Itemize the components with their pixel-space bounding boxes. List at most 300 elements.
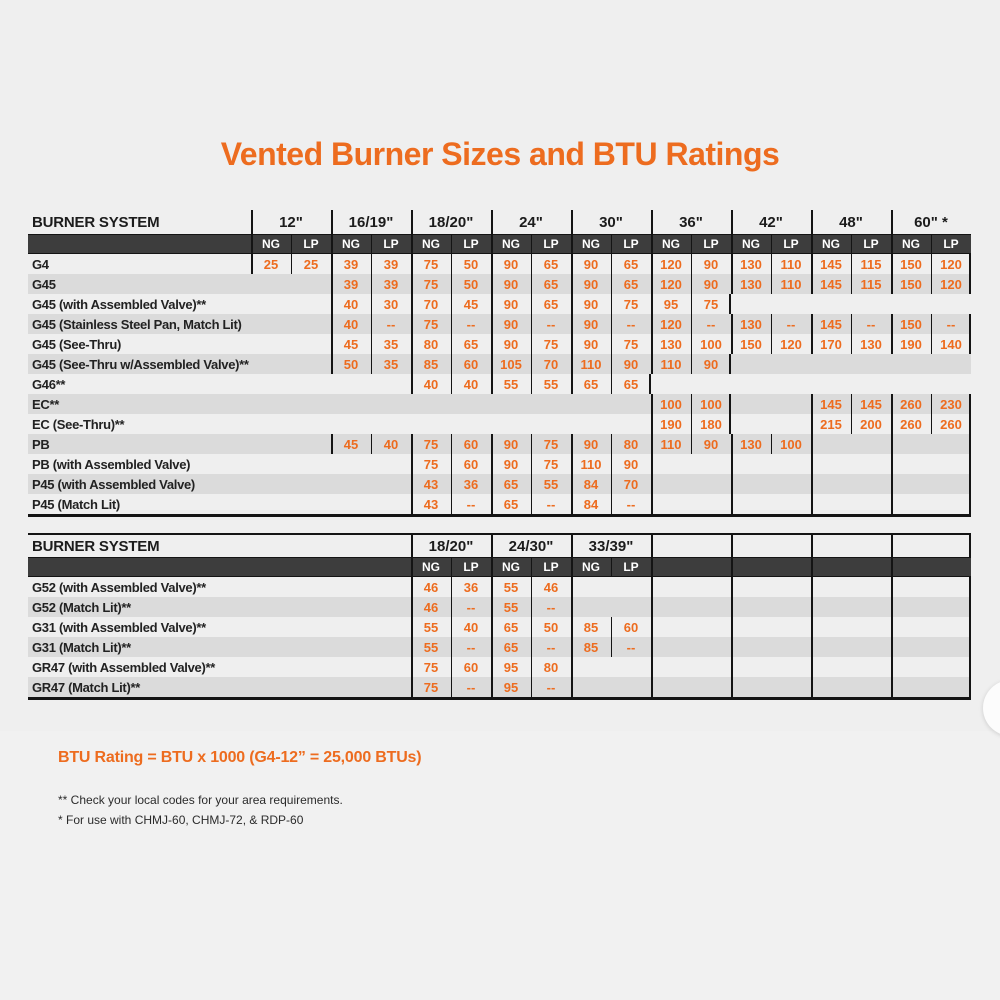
gas-header-ng <box>651 558 691 576</box>
gas-header-ng: NG <box>571 558 611 576</box>
btu-value-lp: 100 <box>771 434 811 454</box>
gas-header-ng: NG <box>891 235 931 253</box>
btu-value-lp <box>851 434 891 454</box>
btu-value-ng: 75 <box>411 454 451 474</box>
table-row <box>28 494 971 514</box>
btu-value-lp: 60 <box>451 434 491 454</box>
btu-value-lp: 65 <box>531 254 571 274</box>
table-row <box>28 454 971 474</box>
floating-button-partial[interactable] <box>983 680 1000 736</box>
size-header <box>891 535 971 557</box>
btu-value-ng <box>251 454 291 474</box>
btu-value-ng <box>811 474 851 494</box>
size-header: 48" <box>811 210 891 234</box>
btu-value-ng: 145 <box>811 254 851 274</box>
btu-value-ng: 75 <box>411 314 451 334</box>
btu-value-lp: 50 <box>451 274 491 294</box>
btu-value-lp <box>931 637 971 657</box>
btu-value-lp: 75 <box>611 294 651 314</box>
btu-value-ng: 90 <box>491 254 531 274</box>
btu-value-lp <box>691 577 731 597</box>
btu-value-ng <box>651 677 691 697</box>
btu-value-lp <box>371 454 411 474</box>
btu-value-ng <box>731 637 771 657</box>
btu-value-lp: 40 <box>371 434 411 454</box>
btu-value-lp <box>931 294 971 314</box>
btu-value-lp <box>851 354 891 374</box>
gas-header-lp <box>851 558 891 576</box>
btu-value-ng: 145 <box>811 394 851 414</box>
btu-value-ng <box>331 474 371 494</box>
btu-value-lp: 140 <box>931 334 971 354</box>
burner-system-header: BURNER SYSTEM <box>32 537 160 555</box>
btu-value-ng: 90 <box>571 274 611 294</box>
size-header: 18/20" <box>411 210 491 234</box>
size-header: 24/30" <box>491 535 571 557</box>
btu-value-ng <box>811 434 851 454</box>
gas-header-ng <box>811 558 851 576</box>
btu-value-ng <box>891 474 931 494</box>
btu-rating-note: BTU Rating = BTU x 1000 (G4-12” = 25,000 BTUs) <box>58 749 422 766</box>
btu-value-ng <box>651 657 691 677</box>
btu-value-lp <box>771 414 811 434</box>
btu-value-ng <box>651 374 691 394</box>
btu-value-ng: 145 <box>811 274 851 294</box>
btu-value-lp: -- <box>531 637 571 657</box>
btu-value-lp <box>291 294 331 314</box>
btu-value-lp: -- <box>531 677 571 697</box>
band-spacer <box>28 558 411 576</box>
btu-value-ng: 43 <box>411 494 451 514</box>
btu-value-ng: 95 <box>651 294 691 314</box>
table-row <box>28 434 971 454</box>
row-label: P45 (Match Lit) <box>32 496 120 512</box>
btu-value-lp: 36 <box>451 474 491 494</box>
btu-value-ng: 55 <box>411 637 451 657</box>
btu-value-ng: 130 <box>731 434 771 454</box>
btu-value-ng <box>411 414 451 434</box>
btu-value-ng: 95 <box>491 657 531 677</box>
btu-value-ng: 55 <box>491 597 531 617</box>
table-row <box>28 274 971 294</box>
btu-value-lp: 75 <box>611 334 651 354</box>
btu-value-lp: 65 <box>611 274 651 294</box>
size-header: 42" <box>731 210 811 234</box>
btu-value-ng <box>731 374 771 394</box>
btu-value-lp <box>611 577 651 597</box>
btu-value-lp: 110 <box>771 254 811 274</box>
btu-value-lp <box>931 354 971 374</box>
size-header <box>811 535 891 557</box>
btu-value-ng <box>731 494 771 514</box>
table-row <box>28 394 971 414</box>
btu-value-ng <box>571 677 611 697</box>
btu-value-lp: 50 <box>451 254 491 274</box>
btu-value-lp: -- <box>931 314 971 334</box>
gas-header-ng <box>731 558 771 576</box>
btu-value-ng <box>731 414 771 434</box>
btu-value-lp <box>371 414 411 434</box>
btu-value-lp <box>291 474 331 494</box>
gas-header-lp: LP <box>451 235 491 253</box>
btu-value-ng <box>731 597 771 617</box>
btu-value-ng: 75 <box>411 677 451 697</box>
btu-value-lp <box>691 617 731 637</box>
btu-value-ng: 90 <box>571 294 611 314</box>
row-label: G31 (with Assembled Valve)** <box>32 619 206 635</box>
btu-value-lp <box>371 394 411 414</box>
btu-value-ng <box>731 577 771 597</box>
btu-value-lp: 230 <box>931 394 971 414</box>
table-row <box>28 354 971 374</box>
btu-value-lp <box>931 617 971 637</box>
btu-value-lp: 65 <box>611 254 651 274</box>
btu-value-lp <box>771 354 811 374</box>
gas-header-lp: LP <box>291 235 331 253</box>
btu-value-ng <box>331 454 371 474</box>
row-label: G45 (See-Thru) <box>32 336 121 352</box>
btu-value-lp: 70 <box>611 474 651 494</box>
btu-value-ng: 40 <box>411 374 451 394</box>
gas-header-ng: NG <box>251 235 291 253</box>
btu-value-ng <box>251 434 291 454</box>
btu-value-lp <box>771 637 811 657</box>
row-label: P45 (with Assembled Valve) <box>32 476 195 492</box>
btu-value-ng: 39 <box>331 254 371 274</box>
gas-header-lp: LP <box>371 235 411 253</box>
vented-burner-table-secondary <box>28 533 971 700</box>
row-label: GR47 (Match Lit)** <box>32 679 141 695</box>
btu-value-lp: 90 <box>691 354 731 374</box>
btu-value-lp <box>931 474 971 494</box>
btu-value-lp <box>691 597 731 617</box>
btu-value-lp: 65 <box>451 334 491 354</box>
table-row <box>28 657 971 677</box>
btu-value-lp: 75 <box>531 434 571 454</box>
gas-header-lp: LP <box>851 235 891 253</box>
size-header: 18/20" <box>411 535 491 557</box>
btu-value-ng <box>651 494 691 514</box>
btu-value-lp <box>691 494 731 514</box>
btu-value-lp <box>771 577 811 597</box>
btu-value-lp <box>931 677 971 697</box>
btu-value-lp <box>771 374 811 394</box>
page-title: Vented Burner Sizes and BTU Ratings <box>220 136 780 172</box>
btu-value-lp <box>771 394 811 414</box>
btu-value-ng: 110 <box>651 434 691 454</box>
btu-value-ng: 150 <box>731 334 771 354</box>
btu-value-lp <box>771 617 811 637</box>
btu-value-lp: -- <box>851 314 891 334</box>
btu-value-lp: 120 <box>931 274 971 294</box>
gas-header-ng: NG <box>411 235 451 253</box>
btu-value-lp <box>291 374 331 394</box>
btu-value-lp <box>291 414 331 434</box>
size-header: 12" <box>251 210 331 234</box>
row-label: G31 (Match Lit)** <box>32 639 131 655</box>
btu-value-ng: 65 <box>491 637 531 657</box>
gas-header-ng: NG <box>571 235 611 253</box>
btu-value-ng <box>811 577 851 597</box>
btu-value-lp: 75 <box>691 294 731 314</box>
btu-value-ng <box>891 454 931 474</box>
btu-value-ng: 190 <box>891 334 931 354</box>
btu-value-ng: 90 <box>571 314 611 334</box>
btu-value-lp: 115 <box>851 274 891 294</box>
gas-header-ng: NG <box>491 558 531 576</box>
btu-value-lp: 90 <box>691 254 731 274</box>
gas-header-lp: LP <box>531 235 571 253</box>
btu-value-ng: 65 <box>491 494 531 514</box>
table-bottom-border <box>28 697 971 700</box>
footnote-for-use-with: * For use with CHMJ-60, CHMJ-72, & RDP-60 <box>58 813 304 827</box>
table-row <box>28 414 971 434</box>
btu-value-lp: 60 <box>451 454 491 474</box>
btu-value-lp <box>691 637 731 657</box>
btu-value-ng: 40 <box>331 314 371 334</box>
vented-burner-table-primary <box>28 210 971 517</box>
btu-value-lp <box>851 494 891 514</box>
btu-value-lp: -- <box>451 314 491 334</box>
btu-value-lp <box>371 474 411 494</box>
btu-value-ng <box>731 657 771 677</box>
btu-value-lp <box>851 657 891 677</box>
btu-value-ng <box>251 474 291 494</box>
btu-value-ng: 170 <box>811 334 851 354</box>
btu-value-ng <box>891 637 931 657</box>
btu-value-ng <box>811 374 851 394</box>
btu-value-ng <box>251 334 291 354</box>
btu-value-lp <box>931 374 971 394</box>
btu-value-ng: 85 <box>571 637 611 657</box>
btu-value-ng: 110 <box>651 354 691 374</box>
row-label: EC (See-Thru)** <box>32 416 125 432</box>
btu-value-ng: 260 <box>891 414 931 434</box>
btu-value-lp: 100 <box>691 394 731 414</box>
btu-value-ng <box>891 597 931 617</box>
btu-value-lp <box>851 597 891 617</box>
btu-value-lp <box>771 494 811 514</box>
row-label: G45 (See-Thru w/Assembled Valve)** <box>32 356 249 372</box>
gas-header-lp: LP <box>931 235 971 253</box>
gas-header-lp: LP <box>611 558 651 576</box>
btu-value-ng <box>651 617 691 637</box>
btu-value-lp: 45 <box>451 294 491 314</box>
btu-value-ng: 130 <box>651 334 691 354</box>
btu-value-lp: 65 <box>531 274 571 294</box>
btu-value-lp <box>691 454 731 474</box>
btu-value-ng: 90 <box>571 254 611 274</box>
btu-value-ng <box>571 394 611 414</box>
btu-value-ng <box>251 494 291 514</box>
gas-type-band <box>28 557 971 577</box>
gas-header-ng: NG <box>651 235 691 253</box>
btu-value-lp: 55 <box>531 474 571 494</box>
btu-value-ng: 46 <box>411 577 451 597</box>
btu-value-ng <box>651 474 691 494</box>
btu-value-ng <box>731 454 771 474</box>
btu-value-ng: 120 <box>651 254 691 274</box>
btu-value-lp: 70 <box>531 354 571 374</box>
btu-value-ng <box>251 274 291 294</box>
btu-value-lp: 120 <box>931 254 971 274</box>
btu-value-ng <box>251 414 291 434</box>
btu-value-lp: 130 <box>851 334 891 354</box>
btu-value-lp <box>371 374 411 394</box>
btu-value-lp <box>611 657 651 677</box>
table-row <box>28 677 971 697</box>
btu-value-lp: 120 <box>771 334 811 354</box>
row-label: G46** <box>32 376 66 392</box>
gas-header-lp <box>771 558 811 576</box>
size-header <box>731 535 811 557</box>
btu-value-lp <box>291 454 331 474</box>
btu-value-lp: 35 <box>371 334 411 354</box>
btu-value-lp: 60 <box>451 657 491 677</box>
btu-value-ng <box>811 657 851 677</box>
btu-value-lp <box>771 454 811 474</box>
row-label: G45 (with Assembled Valve)** <box>32 296 206 312</box>
btu-value-lp: 115 <box>851 254 891 274</box>
gas-header-lp <box>691 558 731 576</box>
btu-value-lp <box>531 414 571 434</box>
btu-value-lp <box>451 414 491 434</box>
btu-value-ng: 65 <box>491 474 531 494</box>
btu-value-ng <box>251 294 291 314</box>
btu-value-lp: -- <box>531 314 571 334</box>
btu-value-ng <box>811 494 851 514</box>
gas-header-lp: LP <box>451 558 491 576</box>
btu-value-lp <box>931 434 971 454</box>
btu-value-ng: 65 <box>491 617 531 637</box>
btu-value-lp <box>771 474 811 494</box>
btu-value-lp <box>291 334 331 354</box>
btu-value-ng <box>331 394 371 414</box>
btu-value-ng: 55 <box>491 374 531 394</box>
btu-value-ng: 145 <box>811 314 851 334</box>
btu-value-ng <box>651 577 691 597</box>
row-label: G45 <box>32 276 56 292</box>
btu-value-lp: 90 <box>611 454 651 474</box>
row-label: GR47 (with Assembled Valve)** <box>32 659 215 675</box>
btu-value-lp <box>851 454 891 474</box>
btu-value-ng: 90 <box>571 334 611 354</box>
btu-value-ng: 120 <box>651 314 691 334</box>
btu-value-ng: 25 <box>251 254 291 274</box>
btu-value-lp: 30 <box>371 294 411 314</box>
btu-value-lp: 110 <box>771 274 811 294</box>
btu-value-lp <box>691 474 731 494</box>
btu-value-lp: 100 <box>691 334 731 354</box>
btu-value-ng <box>891 577 931 597</box>
btu-value-lp: -- <box>451 637 491 657</box>
btu-value-ng <box>731 394 771 414</box>
table-header-row <box>28 535 971 557</box>
btu-value-ng <box>251 374 291 394</box>
btu-value-lp <box>291 394 331 414</box>
btu-value-ng: 39 <box>331 274 371 294</box>
btu-value-ng: 80 <box>411 334 451 354</box>
btu-value-lp <box>371 494 411 514</box>
btu-value-ng <box>731 677 771 697</box>
btu-value-ng: 105 <box>491 354 531 374</box>
btu-value-lp <box>931 597 971 617</box>
btu-value-lp: 50 <box>531 617 571 637</box>
btu-value-ng <box>731 617 771 637</box>
btu-value-lp <box>851 677 891 697</box>
size-header: 36" <box>651 210 731 234</box>
btu-value-ng <box>251 354 291 374</box>
btu-value-ng: 55 <box>411 617 451 637</box>
gas-header-ng: NG <box>731 235 771 253</box>
burner-system-header: BURNER SYSTEM <box>32 213 160 231</box>
btu-value-lp <box>931 454 971 474</box>
btu-value-ng: 130 <box>731 274 771 294</box>
size-header <box>651 535 731 557</box>
row-label: PB (with Assembled Valve) <box>32 456 191 472</box>
btu-value-ng: 120 <box>651 274 691 294</box>
btu-value-ng <box>491 414 531 434</box>
btu-value-ng: 150 <box>891 274 931 294</box>
btu-value-ng: 75 <box>411 434 451 454</box>
btu-value-ng: 85 <box>411 354 451 374</box>
gas-type-band <box>28 234 971 254</box>
btu-value-ng: 84 <box>571 474 611 494</box>
btu-value-ng: 75 <box>411 254 451 274</box>
btu-value-lp: 36 <box>451 577 491 597</box>
btu-value-lp <box>771 597 811 617</box>
btu-value-ng: 84 <box>571 494 611 514</box>
btu-value-lp <box>291 434 331 454</box>
btu-value-lp <box>771 657 811 677</box>
btu-value-ng: 40 <box>331 294 371 314</box>
btu-value-lp: -- <box>691 314 731 334</box>
btu-value-lp <box>291 314 331 334</box>
btu-value-ng: 100 <box>651 394 691 414</box>
table-row <box>28 617 971 637</box>
table-row <box>28 597 971 617</box>
btu-value-ng: 90 <box>491 434 531 454</box>
btu-value-lp <box>851 617 891 637</box>
btu-value-lp: -- <box>371 314 411 334</box>
btu-value-lp: -- <box>611 637 651 657</box>
btu-value-ng: 130 <box>731 314 771 334</box>
row-label: EC** <box>32 396 59 412</box>
size-header: 33/39" <box>571 535 651 557</box>
btu-value-ng: 55 <box>491 577 531 597</box>
btu-value-ng <box>891 434 931 454</box>
btu-value-ng: 45 <box>331 434 371 454</box>
btu-value-ng: 90 <box>571 434 611 454</box>
table-header-row <box>28 210 971 234</box>
btu-value-ng <box>571 414 611 434</box>
btu-value-lp <box>851 474 891 494</box>
btu-value-lp <box>691 374 731 394</box>
btu-value-ng <box>651 637 691 657</box>
btu-value-lp: -- <box>451 677 491 697</box>
btu-value-ng: 70 <box>411 294 451 314</box>
btu-value-lp: 55 <box>531 374 571 394</box>
gas-header-ng: NG <box>811 235 851 253</box>
table-row <box>28 374 971 394</box>
table-row <box>28 577 971 597</box>
btu-value-lp: 39 <box>371 254 411 274</box>
btu-value-lp: -- <box>771 314 811 334</box>
row-label: G45 (Stainless Steel Pan, Match Lit) <box>32 316 242 332</box>
btu-value-lp <box>851 374 891 394</box>
btu-value-lp: 46 <box>531 577 571 597</box>
btu-value-ng <box>251 314 291 334</box>
